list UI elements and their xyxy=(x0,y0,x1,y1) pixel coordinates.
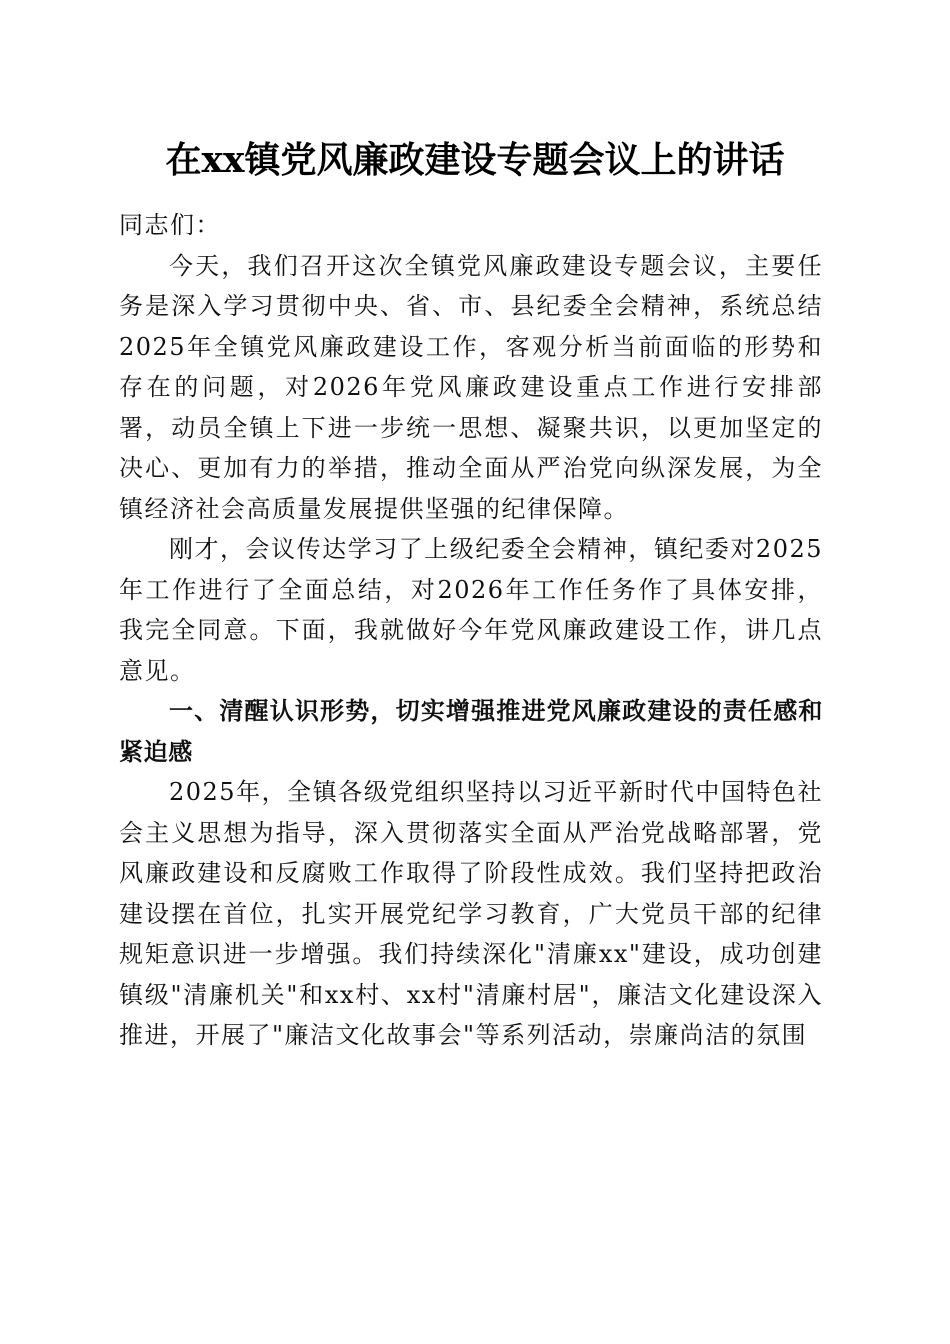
section-heading: 一、清醒认识形势，切实增强推进党风廉政建设的责任感和紧迫感 xyxy=(119,697,823,766)
paragraph-intro: 今天，我们召开这次全镇党风廉政建设专题会议，主要任务是深入学习贯彻中央、省、市、县纪委全会精神，系统总结2025年全镇党风廉政建设工作，客观分析当前面临的形势和存在的问题，对2026年党风廉政建设重点工作进行安排部署，动员全镇上下进一步统一思想、凝聚共识，以更加坚定的决心、更加有力的举措，推动全面从严治党向纵深发展，为全镇经济社会高质量发展提供坚强的纪律保障。 xyxy=(119,251,823,523)
document-title: 在xx镇党风廉政建设专题会议上的讲话 xyxy=(165,139,785,181)
salutation: 同志们： xyxy=(119,211,221,239)
paragraph-agreement: 刚才，会议传达学习了上级纪委全会精神，镇纪委对2025年工作进行了全面总结，对2026年工作任务作了具体安排，我完全同意。下面，我就做好今年党风廉政建设工作，讲几点意见。 xyxy=(119,535,823,685)
document-body xyxy=(119,205,823,1056)
section-paragraph: 2025年，全镇各级党组织坚持以习近平新时代中国特色社会主义思想为指导，深入贯彻落实全面从严治党战略部署，党风廉政建设和反腐败工作取得了阶段性成效。我们坚持把政治建设摆在首位，扎实开展党纪学习教育，广大党员干部的纪律规矩意识进一步增强。我们持续深化"清廉xx"建设，成功创建镇级"清廉机关"和xx村、xx村"清廉村居"，廉洁文化建设深入推进，开展了"廉洁文化故事会"等系列活动，崇廉尚洁的氛围 xyxy=(119,778,823,1049)
